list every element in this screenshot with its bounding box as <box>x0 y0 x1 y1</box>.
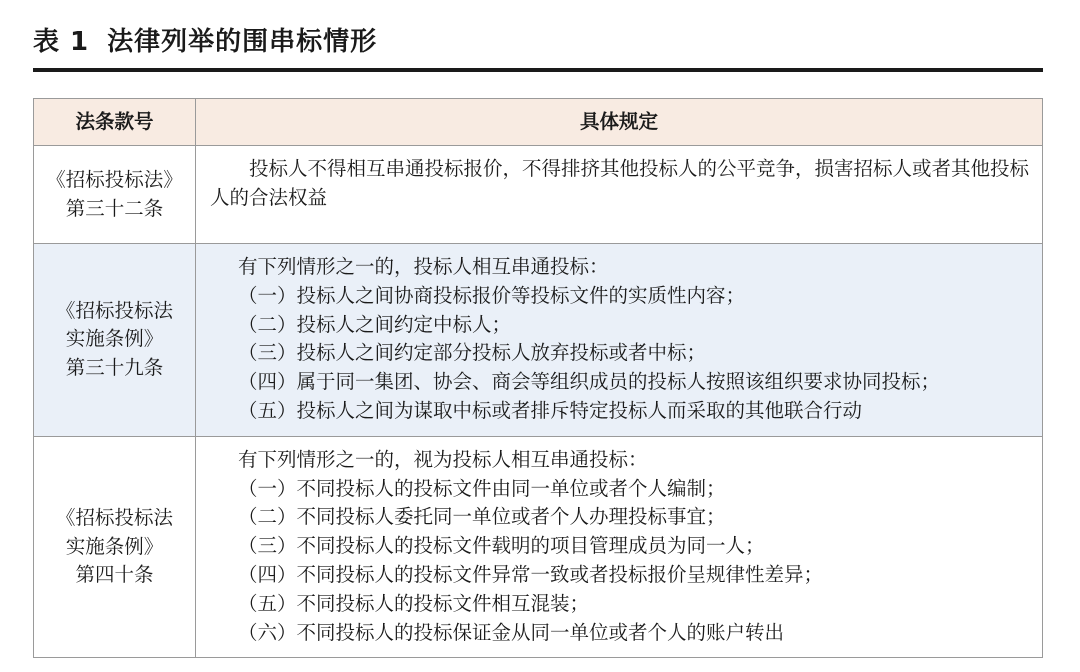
table-title-text: 法律列举的围串标情形 <box>107 27 378 57</box>
provision-item: （五）投标人之间为谋取中标或者排斥特定投标人而采取的其他联合行动 <box>238 398 863 422</box>
table-title <box>33 22 377 62</box>
provision-paragraph: 投标人不得相互串通投标报价，不得排挤其他投标人的公平竞争，损害招标人或者其他投标人的合法权益 <box>210 157 1030 209</box>
provision-cell <box>196 244 1043 437</box>
article-cell <box>34 436 196 658</box>
table-number: 表 1 <box>33 27 90 57</box>
header-row <box>34 99 1043 146</box>
table-row <box>34 436 1043 658</box>
header-article: 法条款号 <box>34 99 196 146</box>
article-line: 第四十条 <box>75 563 154 587</box>
provision-cell <box>196 436 1043 658</box>
provision-item: （一）不同投标人的投标文件由同一单位或者个人编制； <box>238 476 726 500</box>
provision-cell <box>196 146 1043 244</box>
provision-item: （二）投标人之间约定中标人； <box>238 312 512 336</box>
article-line: 《招标投标法 <box>55 505 173 529</box>
article-line: 第三十九条 <box>65 356 164 380</box>
provision-item: （三）投标人之间约定部分投标人放弃投标或者中标； <box>238 341 707 365</box>
article-line: 《招标投标法》 <box>46 168 183 192</box>
title-rule <box>33 68 1043 72</box>
provision-intro: 有下列情形之一的，视为投标人相互串通投标： <box>238 447 648 471</box>
provision-item: （四）不同投标人的投标文件异常一致或者投标报价呈规律性差异； <box>238 562 824 586</box>
provision-item: （三）不同投标人的投标文件载明的项目管理成员为同一人； <box>238 534 765 558</box>
table-row <box>34 146 1043 244</box>
article-line: 实施条例》 <box>65 327 164 351</box>
provision-item: （六）不同投标人的投标保证金从同一单位或者个人的账户转出 <box>238 620 785 644</box>
header-provision: 具体规定 <box>196 99 1043 146</box>
article-line: 第三十二条 <box>65 197 164 220</box>
table-row <box>34 244 1043 437</box>
article-cell <box>34 146 196 244</box>
article-cell <box>34 244 196 437</box>
provision-item: （二）不同投标人委托同一单位或者个人办理投标事宜； <box>238 505 726 529</box>
article-line: 《招标投标法 <box>55 298 173 322</box>
law-table <box>33 98 1043 658</box>
provision-intro: 有下列情形之一的，投标人相互串通投标： <box>238 255 609 278</box>
provision-item: （五）不同投标人的投标文件相互混装； <box>238 591 590 615</box>
article-line: 实施条例》 <box>65 534 164 558</box>
provision-item: （四）属于同一集团、协会、商会等组织成员的投标人按照该组织要求协同投标； <box>238 370 941 394</box>
provision-item: （一）投标人之间协商投标报价等投标文件的实质性内容； <box>238 283 746 307</box>
